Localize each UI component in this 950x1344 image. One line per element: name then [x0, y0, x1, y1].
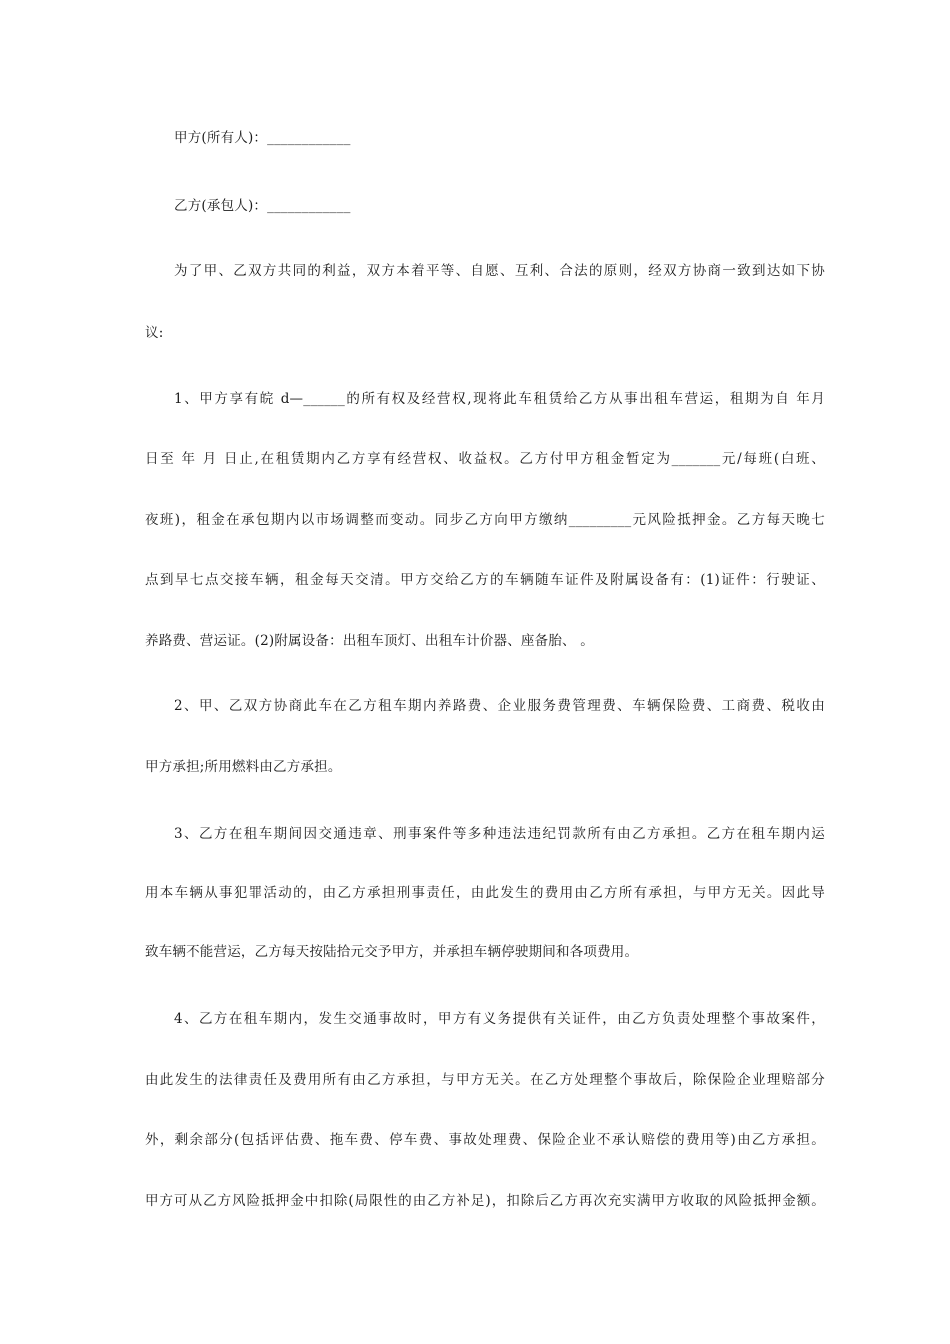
clause-1-line-3: 夜班)，租金在承包期内以市场调整而变动。同步乙方向甲方缴纳_________元风险抵押金。乙方每天晚七: [145, 512, 825, 528]
clause-1-line-4: 点到早七点交接车辆，租金每天交清。甲方交给乙方的车辆随车证件及附属设备有：(1)证件：行驶证、: [145, 572, 825, 588]
clause-1-line-5: 养路费、营运证。(2)附属设备：出租车顶灯、出租车计价器、座备胎、 。: [145, 633, 594, 649]
clause-4-line-1: 4、乙方在租车期内，发生交通事故时，甲方有义务提供有关证件，由乙方负责处理整个事故案件，: [174, 1011, 825, 1027]
clause-2-line-2: 甲方承担;所用燃料由乙方承担。: [145, 759, 342, 775]
party-b-line: 乙方(承包人)：____________: [174, 198, 351, 214]
clause-3-line-1: 3、乙方在租车期间因交通违章、刑事案件等多种违法违纪罚款所有由乙方承担。乙方在租车期内运: [174, 826, 825, 842]
clause-1-line-2: 日至 年 月 日止,在租赁期内乙方享有经营权、收益权。乙方付甲方租金暂定为_______元/每班(白班、: [145, 451, 825, 467]
clause-4-line-2: 由此发生的法律责任及费用所有由乙方承担，与甲方无关。在乙方处理整个事故后，除保险企业理赔部分: [145, 1072, 825, 1088]
party-a-line: 甲方(所有人)：____________: [174, 130, 351, 146]
clause-1-line-1: 1、甲方享有皖 d—______的所有权及经营权,现将此车租赁给乙方从事出租车营运，租期为自 年月: [174, 391, 825, 407]
intro-line-1: 为了甲、乙双方共同的利益，双方本着平等、自愿、互利、合法的原则，经双方协商一致到达如下协: [174, 263, 825, 279]
intro-line-2: 议:: [145, 325, 164, 341]
clause-4-line-4: 甲方可从乙方风险抵押金中扣除(局限性的由乙方补足)，扣除后乙方再次充实满甲方收取的风险抵押金额。: [145, 1193, 825, 1209]
clause-3-line-3: 致车辆不能营运，乙方每天按陆拾元交予甲方，并承担车辆停驶期间和各项费用。: [145, 944, 639, 960]
clause-3-line-2: 用本车辆从事犯罪活动的，由乙方承担刑事责任，由此发生的费用由乙方所有承担，与甲方无关。因此导: [145, 885, 825, 901]
clause-4-line-3: 外，剩余部分(包括评估费、拖车费、停车费、事故处理费、保险企业不承认赔偿的费用等)由乙方承担。: [145, 1132, 825, 1148]
clause-2-line-1: 2、甲、乙双方协商此车在乙方租车期内养路费、企业服务费管理费、车辆保险费、工商费、税收由: [174, 698, 825, 714]
